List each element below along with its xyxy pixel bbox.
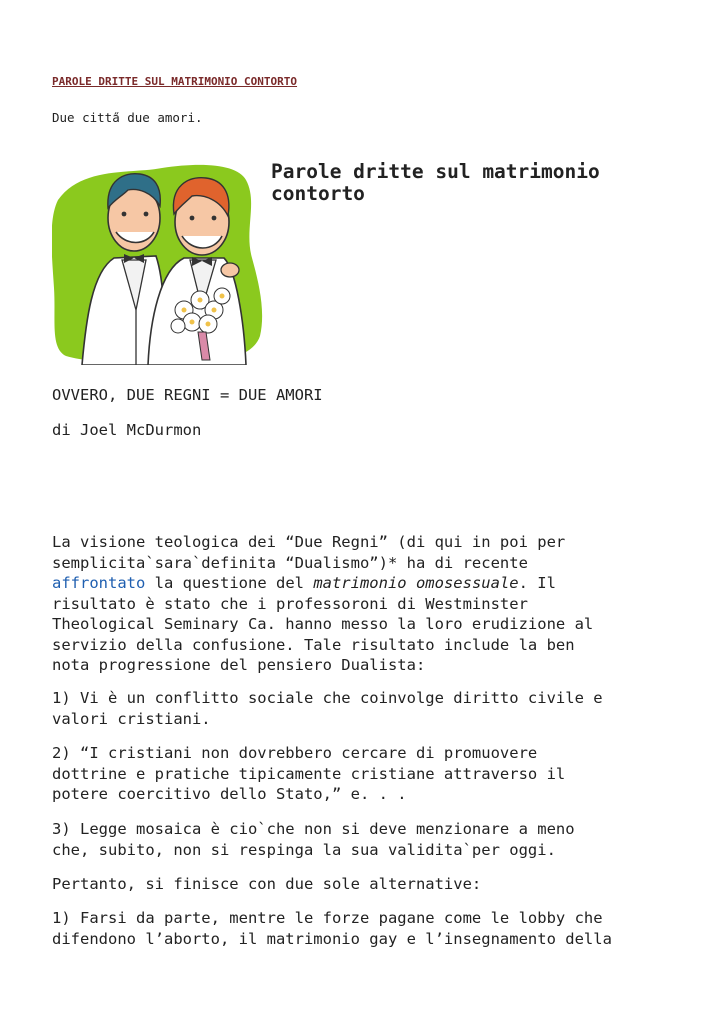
top-title-link[interactable]: PAROLE DRITTE SUL MATRIMONIO CONTORTO: [52, 75, 298, 88]
alternate-title: OVVERO, DUE REGNI = DUE AMORI: [52, 386, 323, 404]
point-2: 2) “I cristiani non dovrebbero cercare di promuovere dottrine e pratiche tipicamente cristiane attraverso il potere coercitivo dello Stato,” e. . .: [52, 744, 566, 803]
byline: di Joel McDurmon: [52, 421, 202, 439]
point-1: 1) Vi è un conflitto sociale che coinvolge diritto civile e valori cristiani.: [52, 689, 603, 728]
point-3: 3) Legge mosaica è cio`che non si deve menzionare a meno che, subito, non si respinga la sua validita`per oggi.: [52, 820, 575, 859]
intro-paragraph: La visione teologica dei “Due Regni” (di qui in poi per semplicita`sara`definita “Dualismo”)* ha di recente affrontato la questione del matrimonio omosessuale. Il risultato è stato che i professoroni di Westminster Theological Seminary Ca. hanno messo la loro erudizione al servizio della confusione. Tale risultato include la ben nota progressione del pensiero Dualista:: [52, 533, 594, 674]
conclusion: Pertanto, si finisce con due sole alternative:: [52, 875, 482, 893]
article-title: Parole dritte sul matrimonio contorto: [271, 160, 600, 205]
alternative-1: 1) Farsi da parte, mentre le forze pagane come le lobby che difendono l’aborto, il matrimonio gay e l’insegnamento della: [52, 909, 612, 948]
two-grooms-cartoon-icon: [52, 160, 267, 365]
affrontato-link[interactable]: affrontato: [52, 574, 146, 592]
subtitle: Due citta̋ due amori.: [52, 110, 203, 125]
